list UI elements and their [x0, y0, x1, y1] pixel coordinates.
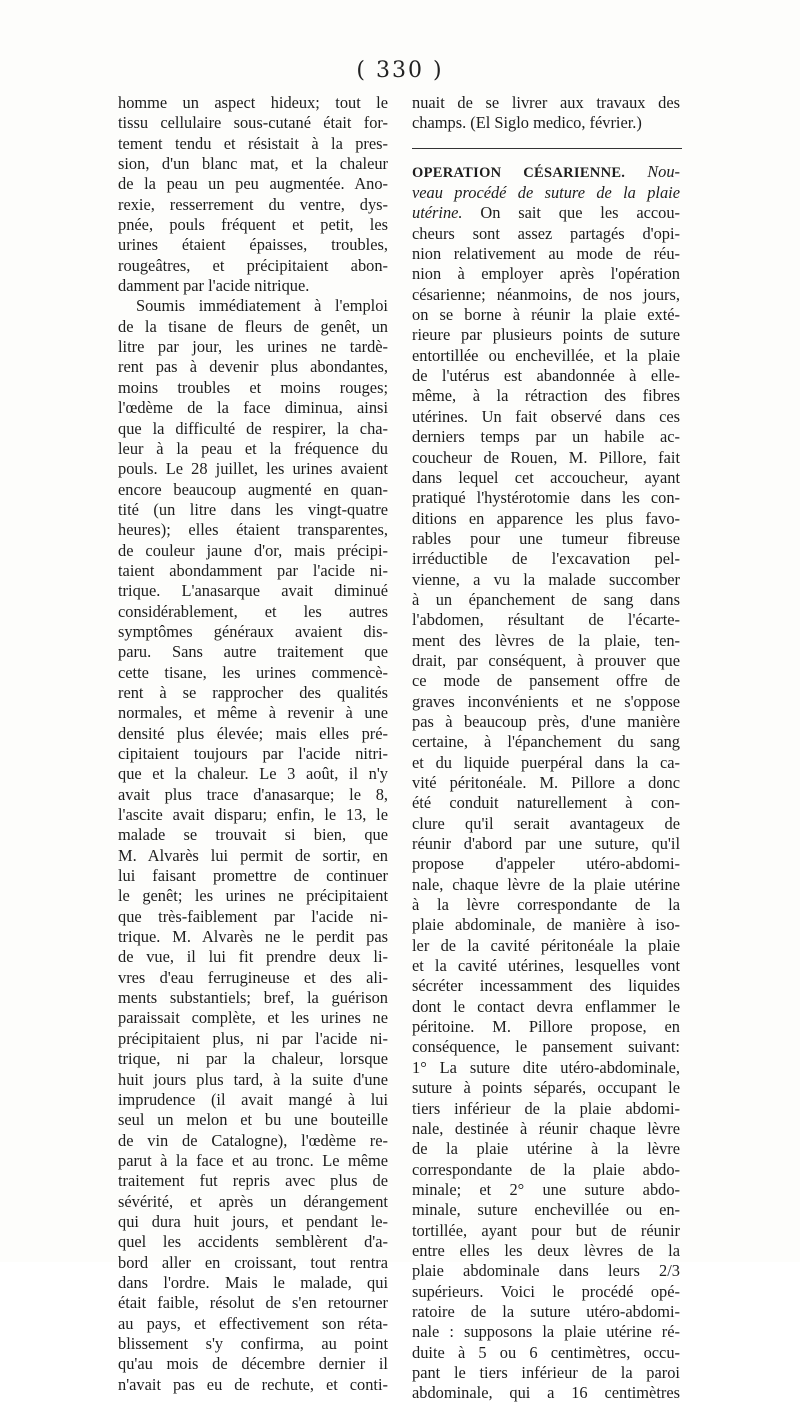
right-column	[412, 93, 680, 1404]
text-line: graves inconvénients et ne s'oppose	[412, 691, 680, 711]
text-line: pant le tiers inférieur de la paroi	[412, 1362, 680, 1382]
text-line: et du liquide puerpéral dans la ca-	[412, 752, 680, 772]
text-line: Soumis immédiatement à l'emploi	[136, 296, 388, 316]
text-line: urines étaient épaisses, troubles,	[118, 235, 388, 255]
text-line: sécréter incessamment des liquides	[412, 976, 680, 996]
text-line: tortillée, ayant pour but de réunir	[412, 1220, 680, 1240]
text-line: coucheur de Rouen, M. Pillore, fait	[412, 447, 680, 467]
text-line: précipitaient plus, ni par l'acide ni-	[118, 1028, 388, 1048]
text-line: quel les accidents semblèrent d'a-	[118, 1232, 388, 1252]
text-line: vité péritonéale. M. Pillore a donc	[412, 773, 680, 792]
text-line: que et la chaleur. Le 3 août, il n'y	[118, 764, 388, 784]
text-line: litre par jour, les urines ne tardè-	[118, 337, 388, 357]
text-line: seul un melon et bu une bouteille	[118, 1110, 388, 1130]
text-line: de la tisane de fleurs de genêt, un	[118, 316, 388, 336]
text-line: que la difficulté de respirer, la cha-	[118, 418, 388, 438]
text-line: symptômes généraux avaient dis-	[118, 621, 388, 641]
section-heading: OPERATION CÉSARIENNE.	[412, 164, 626, 181]
text-line: le genêt; les urines ne précipitaient	[118, 886, 388, 906]
text-line: propose d'appeler utéro-abdomi-	[412, 854, 680, 874]
text-line: rougeâtres, et précipitaient abon-	[118, 255, 388, 275]
text-line: entre elles les deux lèvres de la	[412, 1240, 680, 1260]
text-line: dans l'ordre. Mais le malade, qui	[118, 1272, 388, 1292]
text-line: à la lèvre correspondante de la	[412, 895, 680, 915]
text-line: irréductible de l'excavation pel-	[412, 549, 680, 569]
text-line: vres d'eau ferrugineuse et des ali-	[118, 967, 388, 987]
text-line: ler de la cavité péritonéale la plaie	[412, 935, 680, 955]
text-line: nale : supposons la plaie utérine ré-	[412, 1322, 680, 1342]
text-line: pouls. Le 28 juillet, les urines avaient	[118, 459, 388, 479]
text-line: homme un aspect hideux; tout le	[118, 93, 388, 112]
text-line: abdominale, qui a 16 centimètres	[412, 1383, 680, 1403]
text-line: de vin de Catalogne), l'œdème re-	[118, 1130, 388, 1150]
text-line: de la plaie utérine à la lèvre	[412, 1139, 680, 1159]
text-line: ratoire de la suture utéro-abdomi-	[412, 1301, 680, 1321]
text-line: rexie, resserrement du ventre, dys-	[118, 194, 388, 214]
text-line: heures); elles étaient transparentes,	[118, 520, 388, 540]
text-line: rables pour une tumeur fibreuse	[412, 528, 680, 548]
text-line: qui dura huit jours, et pendant le-	[118, 1211, 388, 1231]
text-line: ment des lèvres de la plaie, ten-	[412, 630, 680, 650]
text-line: derniers temps par un habile ac-	[412, 427, 680, 447]
text-line: sévérité, et après un dérangement	[118, 1191, 388, 1211]
text-line: même, à la rétraction des fibres	[412, 386, 680, 406]
text-line: traitement fut repris avec plus de	[118, 1171, 388, 1191]
text-line: certaine, à l'épanchement du sang	[412, 732, 680, 752]
text-line: taient abondamment par l'acide ni-	[118, 560, 388, 580]
text-line: pas à beaucoup près, d'une manière	[412, 711, 680, 731]
text-line: été conduit naturellement à con-	[412, 793, 680, 813]
text-line: rent pas à devenir plus abondantes,	[118, 357, 388, 377]
text-line: nuait de se livrer aux travaux des	[412, 93, 680, 112]
text-line: suture à points séparés, occupant le	[412, 1078, 680, 1098]
text-line: tement tendu et résistait à la pres-	[118, 133, 388, 153]
heading-subtitle: utérine.	[412, 203, 463, 223]
text-line: ments substantiels; bref, la guérison	[118, 988, 388, 1008]
text-line: considérablement, et les autres	[118, 601, 388, 621]
text-line: minale, suture enchevillée ou en-	[412, 1200, 680, 1220]
text-line: 1° La suture dite utéro-abdominale,	[412, 1057, 680, 1077]
text-line: péritoine. M. Pillore propose, en	[412, 1017, 680, 1037]
text-line: supérieurs. Voici le procédé opé-	[412, 1281, 680, 1301]
text-line: nion relativement au mode de réu-	[412, 244, 680, 264]
text-line: lui faisant promettre de continuer	[118, 866, 388, 886]
text-line: utérines. Un fait observé dans ces	[412, 406, 680, 426]
text-line	[412, 203, 680, 223]
text-line: champs. (El Siglo medico, février.)	[412, 113, 642, 133]
text-line: de l'utérus est abandonnée à elle-	[412, 366, 680, 386]
text-line: tiers inférieur de la plaie abdomi-	[412, 1098, 680, 1118]
page-number: ( 330 )	[356, 58, 444, 83]
text-line: plaie abdominale, de manière à iso-	[412, 915, 680, 935]
text-line: réunir d'abord par une suture, qu'il	[412, 834, 680, 854]
text-line: drait, par conséquent, à prouver que	[412, 650, 680, 670]
text-line: clure qu'il serait avantageux de	[412, 813, 680, 833]
text-line: moins troubles et moins rouges;	[118, 377, 388, 397]
text-line: correspondante de la plaie abdo-	[412, 1159, 680, 1179]
text-line: de la peau un peu augmentée. Ano-	[118, 174, 388, 194]
section-heading-line	[412, 162, 680, 183]
text-line: cipitaient toujours par l'acide nitri-	[118, 744, 388, 763]
text-line: imprudence (il avait mangé à lui	[118, 1089, 388, 1109]
heading-subtitle: Nou-	[647, 161, 680, 181]
text-line: trique, ni par la chaleur, lorsque	[118, 1049, 388, 1069]
text-line: plaie abdominale dans leurs 2/3	[412, 1261, 680, 1281]
text-line: cheurs sont assez partagés d'opi-	[412, 223, 680, 243]
text-line: nale, chaque lèvre de la plaie utérine	[412, 874, 680, 894]
text-line: malade se trouvait si bien, que	[118, 825, 388, 845]
text-line: conséquence, le pansement suivant:	[412, 1037, 680, 1057]
text-line: l'abdomen, résultant de l'écarte-	[412, 610, 680, 630]
text-line: au pays, et effectivement son réta-	[118, 1313, 388, 1333]
text-line: à un épanchement de sang dans	[412, 589, 680, 609]
text-line: nale, destinée à réunir chaque lèvre	[412, 1118, 680, 1138]
text-line: trique. L'anasarque avait diminué	[118, 581, 388, 601]
text-line: leur à la peau et la fréquence du	[118, 438, 388, 458]
text-line: ditions en apparence les plus favo-	[412, 508, 680, 528]
text-line: l'œdème de la face diminua, ainsi	[118, 398, 388, 418]
heading-subtitle-line: veau procédé de suture de la plaie	[412, 183, 680, 203]
text-line: césarienne; néanmoins, de nos jours,	[412, 284, 680, 304]
text-line: et la cavité utérines, lesquelles vont	[412, 956, 680, 976]
text-line: blissement s'y confirma, au point	[118, 1333, 388, 1353]
text-line: entortillée ou enchevillée, et la plaie	[412, 345, 680, 365]
text-fragment: On sait que les accou-	[480, 203, 680, 223]
text-line: vienne, a vu la malade succomber	[412, 569, 680, 589]
left-column	[118, 93, 388, 1395]
text-line: parut à la face et au tronc. Le même	[118, 1150, 388, 1170]
text-line: tité (un litre dans les vingt-quatre	[118, 499, 388, 519]
section-divider	[412, 148, 682, 149]
text-line: rieure par plusieurs points de suture	[412, 325, 680, 345]
text-line: n'avait pas eu de rechute, et conti-	[118, 1374, 388, 1394]
text-line: dans lequel cet accoucheur, ayant	[412, 467, 680, 487]
text-line: avait plus trace d'anasarque; le 8,	[118, 784, 388, 804]
text-line: on se borne à réunir la plaie exté-	[412, 305, 680, 325]
text-line: normales, et même à revenir à une	[118, 703, 388, 723]
text-line: pratiqué l'hystérotomie dans les con-	[412, 488, 680, 508]
text-line: encore beaucoup augmenté en quan-	[118, 479, 388, 499]
text-line: ce mode de pansement offre de	[412, 671, 680, 691]
text-line: de vue, il lui fit prendre deux li-	[118, 947, 388, 967]
text-line: sion, d'un blanc mat, et la chaleur	[118, 154, 388, 174]
text-line: M. Alvarès lui permit de sortir, en	[118, 845, 388, 865]
right-column-body	[412, 224, 680, 1404]
text-line: rent à se rapprocher des qualités	[118, 682, 388, 702]
text-line: de couleur jaune d'or, mais précipi-	[118, 540, 388, 560]
text-line: densité plus élevée; mais elles pré-	[118, 723, 388, 743]
text-line: minale; et 2° une suture abdo-	[412, 1179, 680, 1199]
text-line: pnée, pouls fréquent et petit, les	[118, 215, 388, 235]
text-line: tissu cellulaire sous-cutané était for-	[118, 113, 388, 133]
text-line: paru. Sans autre traitement que	[118, 642, 388, 662]
text-line: trique. M. Alvarès ne le perdit pas	[118, 927, 388, 947]
text-line: que très-faiblement par l'acide ni-	[118, 906, 388, 926]
text-line: dont le contact devra enflammer le	[412, 996, 680, 1016]
text-line: l'ascite avait disparu; enfin, le 13, le	[118, 805, 388, 825]
text-line: était faible, résolut de s'en retourner	[118, 1293, 388, 1313]
text-line: duite à 5 ou 6 centimètres, occu-	[412, 1342, 680, 1362]
text-line: qu'au mois de décembre dernier il	[118, 1354, 388, 1374]
text-line: bord aller en croissant, tout rentra	[118, 1252, 388, 1272]
text-line: cette tisane, les urines commencè-	[118, 662, 388, 682]
text-line: damment par l'acide nitrique.	[118, 276, 310, 296]
text-line: huit jours plus tard, à la suite d'une	[118, 1069, 388, 1089]
text-line: nion à employer après l'opération	[412, 264, 680, 284]
text-line: paraissait complète, et les urines ne	[118, 1008, 388, 1028]
